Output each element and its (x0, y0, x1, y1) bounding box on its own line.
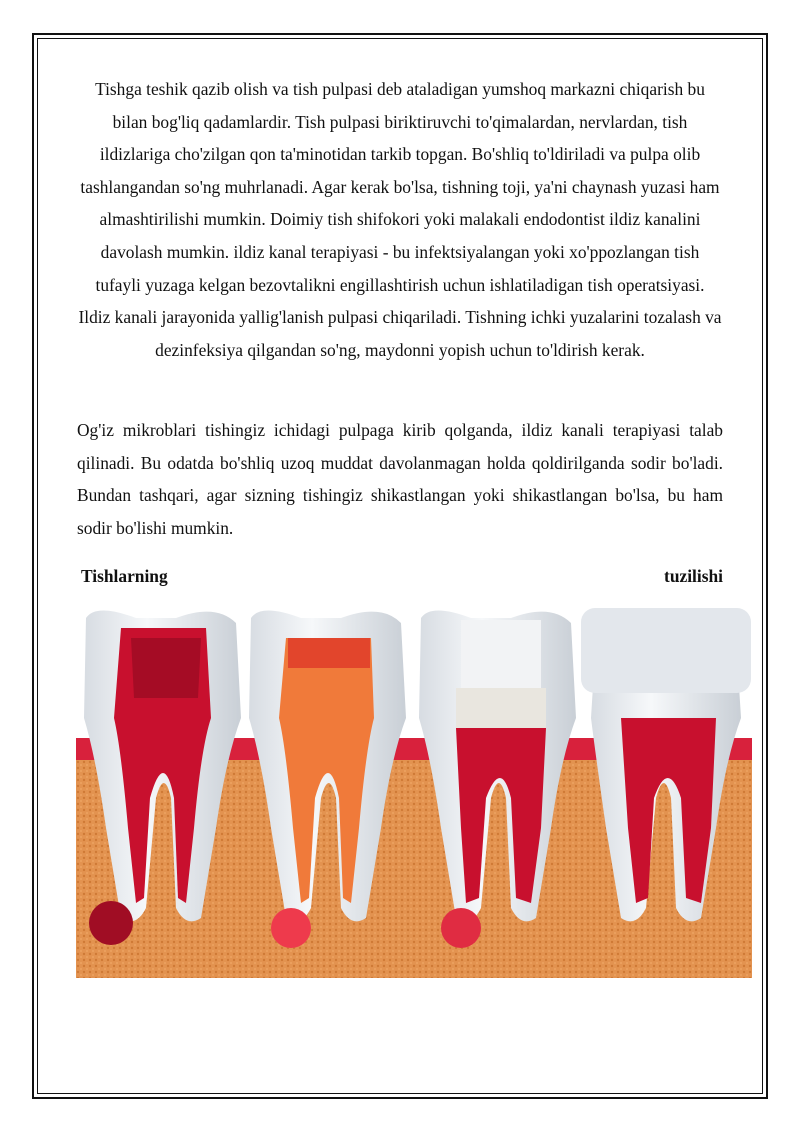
intro-paragraph: Tishga teshik qazib olish va tish pulpasi deb ataladigan yumshoq markazni chiqarish bu bilan bog'liq qadamlardir. Tish pulpasi biriktiruvchi to'qimalardan, nervlardan, tish ildizlariga cho'zilgan qon ta'minotidan tarkib topgan. Bo'shliq to'ldiriladi va pulpa olib tashlangandan so'ng muhrlanadi. Agar kerak bo'lsa, tishning toji, ya'ni chaynash yuzasi ham almashtirilishi mumkin. Doimiy tish shifokori yoki malakali endodontist ildiz kanalini davolash mumkin. ildiz kanal terapiyasi - bu infektsiyalangan yoki xo'ppozlangan tish tufayli yuzaga kelgan bezovtalikni engillashtirish uchun ishlatiladigan tish operatsiyasi. Ildiz kanali jarayonida yallig'lanish pulpasi chiqariladi. Tishning ichki yuzalarini tozalash va dezinfeksiya qilgandan so'ng, maydonni yopish uchun to'ldirish kerak. (78, 79, 722, 360)
apex-lesion-2 (271, 908, 311, 948)
second-paragraph: Og'iz mikroblari tishingiz ichidagi pulpaga kirib qolganda, ildiz kanali terapiyasi talab qilinadi. Bu odatda bo'shliq uzoq muddat davolanmagan holda qoldirilganda sodir bo'ladi. Bundan tashqari, agar sizning tishingiz shikastlangan yoki shikastlangan bo'lsa, bu ham sodir bo'lishi mumkin. (77, 420, 723, 538)
teeth-illustration (76, 598, 752, 978)
caption-left-word: Tishlarning (81, 566, 168, 586)
crown-cap (581, 608, 751, 693)
abscess (89, 901, 133, 945)
apex-lesion-3 (441, 908, 481, 948)
figure-caption (81, 566, 723, 592)
caption-right-word: tuzilishi (664, 566, 723, 586)
